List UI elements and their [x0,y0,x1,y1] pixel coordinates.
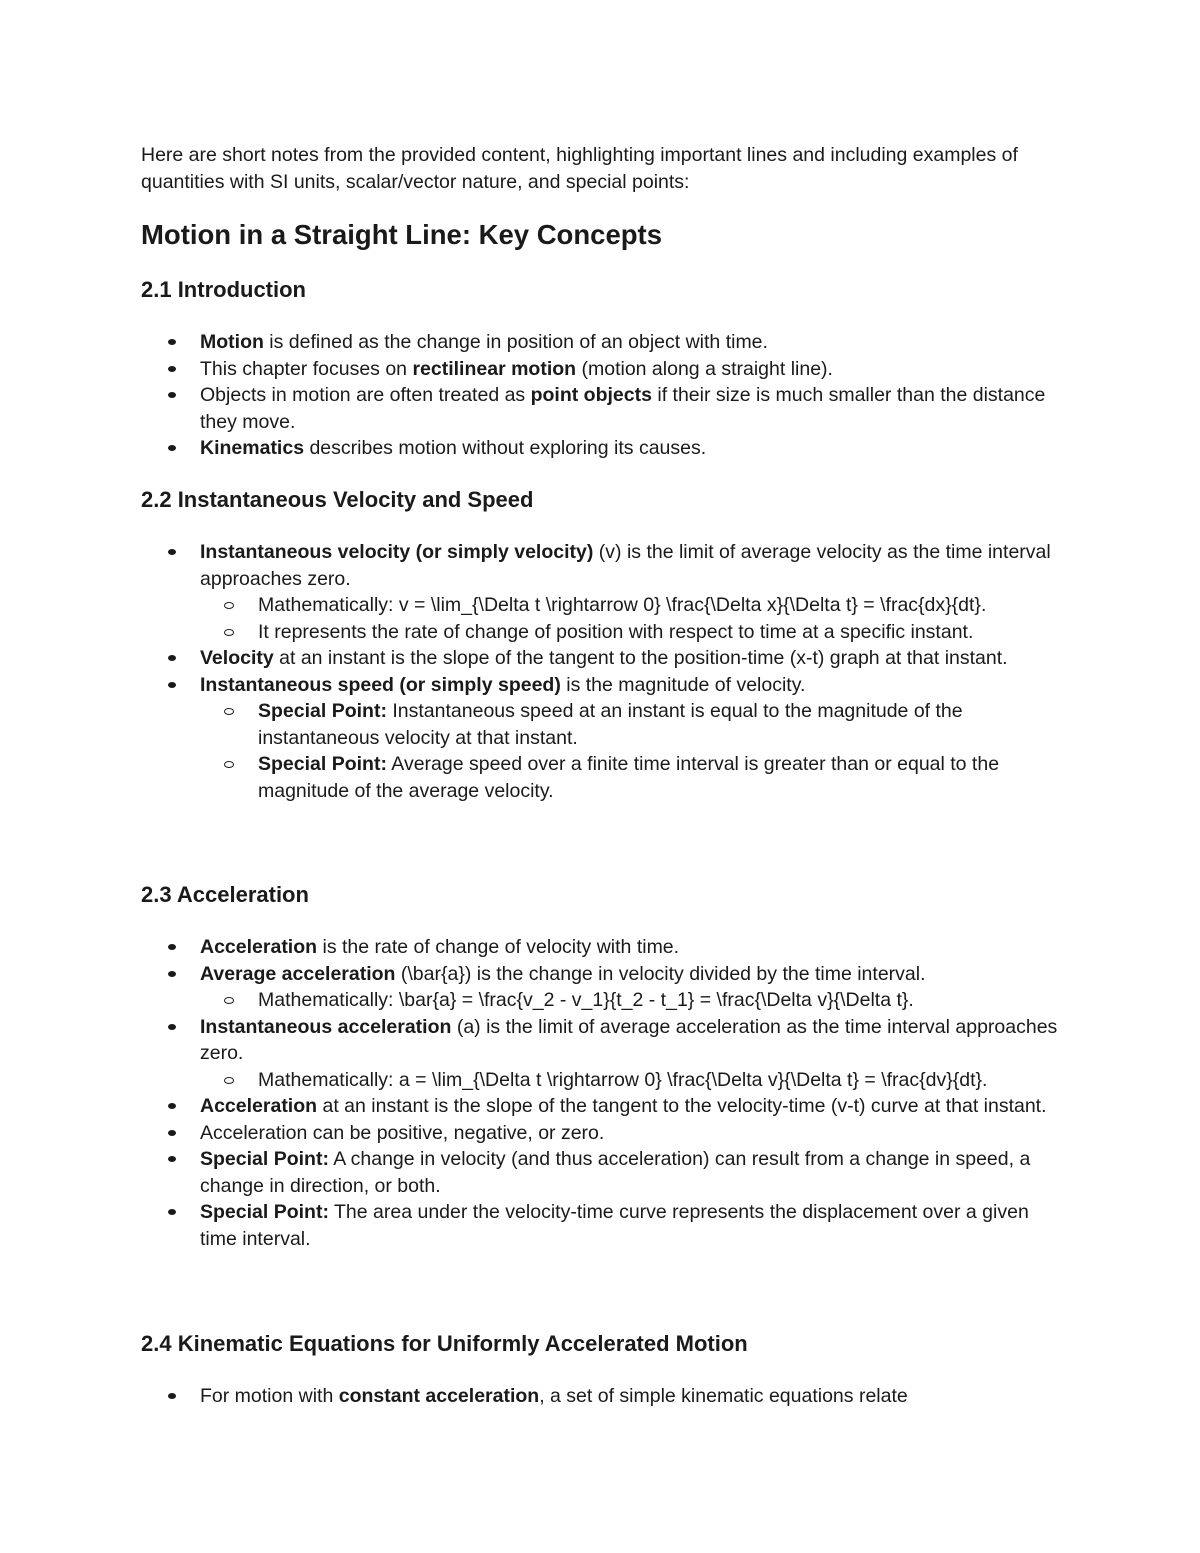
section-heading-2-1: 2.1 Introduction [141,277,306,302]
sub-list-item: Mathematically: \bar{a} = \frac{v_2 - v_1}{t_2 - t_1} = \frac{\Delta v}{\Delta t}. [258,987,1070,1014]
list-item: Kinematics describes motion without exploring its causes. [200,435,1070,462]
list-item: Special Point: The area under the velocity-time curve represents the displacement over a given time interval. [200,1199,1070,1252]
sub-list-item: Mathematically: v = \lim_{\Delta t \rightarrow 0} \frac{\Delta x}{\Delta t} = \frac{dx}{dt}. [258,592,1070,619]
list-item: Acceleration at an instant is the slope of the tangent to the velocity-time (v-t) curve at that instant. [200,1093,1070,1120]
section-2-3-list [200,934,1070,1252]
list-item: Average acceleration (\bar{a}) is the change in velocity divided by the time interval. Mathematically: \bar{a} = \frac{v_2 - v_1}{t_2 - t_1} = \frac{\Delta v}{\Delta t}. [200,961,1070,1014]
section-2-4-list [200,1383,1070,1410]
section-2-2-list [200,539,1070,804]
sub-list [258,698,1070,804]
list-item: Acceleration is the rate of change of velocity with time. [200,934,1070,961]
list-item: Objects in motion are often treated as point objects if their size is much smaller than the distance they move. [200,382,1070,435]
list-item: For motion with constant acceleration, a set of simple kinematic equations relate [200,1383,1070,1410]
sub-list-item: Mathematically: a = \lim_{\Delta t \rightarrow 0} \frac{\Delta v}{\Delta t} = \frac{dv}{dt}. [258,1067,1070,1094]
sub-list [258,987,1070,1014]
list-item: This chapter focuses on rectilinear motion (motion along a straight line). [200,356,1070,383]
sub-list-item: Special Point: Average speed over a finite time interval is greater than or equal to the magnitude of the average velocity. [258,751,1070,804]
list-item: Instantaneous speed (or simply speed) is the magnitude of velocity. Special Point: Instantaneous speed at an instant is equal to the magnitude of the instantaneous velocity at that instant. Special Point: Average speed over a finite time interval is greater than or equal to the magnitude of the average velocity. [200,672,1070,805]
list-item: Motion is defined as the change in position of an object with time. [200,329,1070,356]
sub-list-item: Special Point: Instantaneous speed at an instant is equal to the magnitude of the instantaneous velocity at that instant. [258,698,1070,751]
intro-paragraph: Here are short notes from the provided content, highlighting important lines and including examples of quantities with SI units, scalar/vector nature, and special points: [141,144,1018,193]
sub-list [258,592,1070,645]
list-item: Instantaneous velocity (or simply velocity) (v) is the limit of average velocity as the time interval approaches zero. Mathematically: v = \lim_{\Delta t \rightarrow 0} \frac{\Delta x}{\Delta t} = \frac{dx}{dt}. It represents the rate of change of position with respect to time at a specific instant. [200,539,1070,645]
sub-list-item: It represents the rate of change of position with respect to time at a specific instant. [258,619,1070,646]
list-item: Special Point: A change in velocity (and thus acceleration) can result from a change in speed, a change in direction, or both. [200,1146,1070,1199]
section-heading-2-2: 2.2 Instantaneous Velocity and Speed [141,487,534,512]
list-item: Acceleration can be positive, negative, or zero. [200,1120,1070,1147]
section-heading-2-4: 2.4 Kinematic Equations for Uniformly Accelerated Motion [141,1331,748,1356]
section-heading-2-3: 2.3 Acceleration [141,882,309,907]
page-title: Motion in a Straight Line: Key Concepts [141,219,662,250]
sub-list [258,1067,1070,1094]
list-item: Instantaneous acceleration (a) is the limit of average acceleration as the time interval approaches zero. Mathematically: a = \lim_{\Delta t \rightarrow 0} \frac{\Delta v}{\Delta t} = \frac{dv}{dt}. [200,1014,1070,1094]
list-item: Velocity at an instant is the slope of the tangent to the position-time (x-t) graph at that instant. [200,645,1070,672]
section-2-1-list [200,329,1070,462]
